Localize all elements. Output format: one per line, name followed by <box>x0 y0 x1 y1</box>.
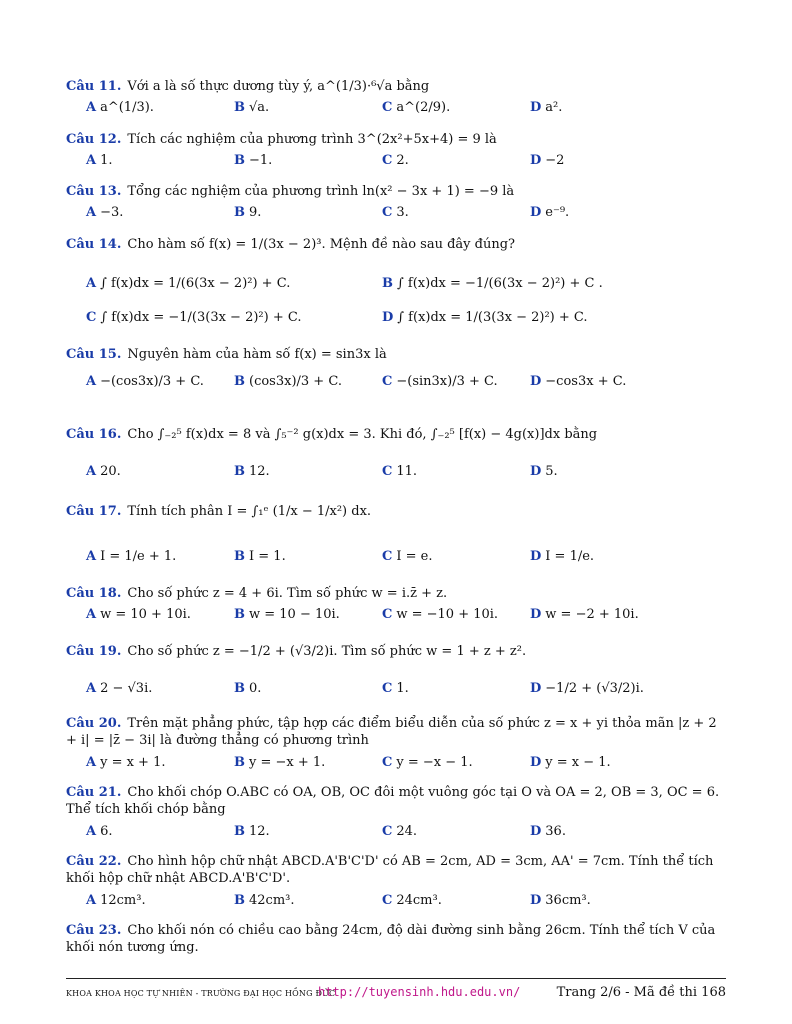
option-text: a^(1/3). <box>100 100 154 115</box>
option-a[interactable] <box>86 153 113 168</box>
option-text: 9. <box>249 205 262 220</box>
option-text: −2 <box>545 153 565 168</box>
option-letter: C <box>382 893 393 908</box>
question-text: Cho hàm số f(x) = 1/(3x − 2)³. Mệnh đề nào sau đây đúng? <box>127 237 515 252</box>
option-c[interactable] <box>382 893 442 908</box>
option-letter: A <box>86 824 97 839</box>
option-c[interactable] <box>86 310 301 325</box>
option-letter: A <box>86 100 97 115</box>
question-number: Câu 11. <box>66 79 122 94</box>
option-letter: D <box>530 824 542 839</box>
option-c[interactable] <box>382 100 450 115</box>
option-d[interactable] <box>530 607 639 622</box>
option-a[interactable] <box>86 100 154 115</box>
option-c[interactable] <box>382 607 498 622</box>
option-a[interactable] <box>86 464 121 479</box>
option-text: −(cos3x)/3 + C. <box>100 374 204 389</box>
question-q14 <box>66 236 726 253</box>
option-text: 1. <box>396 681 409 696</box>
option-text: −3. <box>100 205 124 220</box>
option-letter: D <box>530 464 542 479</box>
option-text: ∫ f(x)dx = −1/(3(3x − 2)²) + C. <box>100 310 302 325</box>
option-letter: C <box>382 681 393 696</box>
option-letter: D <box>382 310 394 325</box>
option-letter: D <box>530 549 542 564</box>
option-d[interactable] <box>530 549 594 564</box>
option-text: ∫ f(x)dx = 1/(3(3x − 2)²) + C. <box>397 310 588 325</box>
option-c[interactable] <box>382 549 432 564</box>
question-text: Tích các nghiệm của phương trình 3^(2x²+5x+4) = 9 là <box>127 132 497 147</box>
option-d[interactable] <box>530 464 558 479</box>
option-letter: D <box>530 893 542 908</box>
option-text: −cos3x + C. <box>545 374 627 389</box>
option-b[interactable] <box>234 100 269 115</box>
question-q22 <box>66 853 726 887</box>
options-row <box>86 153 726 173</box>
option-letter: D <box>530 607 542 622</box>
option-b[interactable] <box>234 755 325 770</box>
question-text: Cho khối chóp O.ABC có OA, OB, OC đôi một vuông góc tại O và OA = 2, OB = 3, OC = 6. Thể tích khối chóp bằng <box>66 785 720 817</box>
option-letter: A <box>86 276 97 291</box>
option-letter: B <box>234 100 245 115</box>
option-letter: C <box>382 205 393 220</box>
option-text: I = 1/e + 1. <box>100 549 177 564</box>
option-text: a^(2/9). <box>396 100 451 115</box>
question-q17 <box>66 503 726 520</box>
question-q16 <box>66 426 726 443</box>
option-text: 42cm³. <box>249 893 295 908</box>
option-text: −(sin3x)/3 + C. <box>396 374 498 389</box>
option-text: −1. <box>249 153 273 168</box>
option-text: w = −10 + 10i. <box>396 607 499 622</box>
option-text: I = 1. <box>249 549 286 564</box>
option-b[interactable] <box>234 205 261 220</box>
option-text: I = 1/e. <box>545 549 595 564</box>
question-number: Câu 17. <box>66 504 122 519</box>
option-letter: A <box>86 755 97 770</box>
option-b[interactable] <box>234 464 270 479</box>
question-text: Tổng các nghiệm của phương trình ln(x² − 3x + 1) = −9 là <box>127 184 515 199</box>
option-c[interactable] <box>382 755 473 770</box>
option-text: w = 10 + 10i. <box>100 607 191 622</box>
option-text: a². <box>545 100 563 115</box>
option-a[interactable] <box>86 374 204 389</box>
question-text: Tính tích phân I = ∫₁ᵉ (1/x − 1/x²) dx. <box>127 504 372 519</box>
question-q23 <box>66 922 726 956</box>
option-letter: D <box>530 100 542 115</box>
footer-url-link[interactable]: http://tuyensinh.hdu.edu.vn/ <box>318 985 521 999</box>
option-d[interactable] <box>530 205 569 220</box>
option-text: y = x − 1. <box>545 755 611 770</box>
option-letter: C <box>382 549 393 564</box>
option-letter: D <box>530 681 542 696</box>
option-text: I = e. <box>396 549 433 564</box>
option-text: 1. <box>100 153 113 168</box>
option-text: y = −x + 1. <box>249 755 326 770</box>
options-row <box>86 374 726 394</box>
question-number: Câu 23. <box>66 923 122 938</box>
option-text: ∫ f(x)dx = 1/(6(3x − 2)²) + C. <box>100 276 291 291</box>
question-q20 <box>66 715 726 749</box>
option-a[interactable] <box>86 824 113 839</box>
option-letter: B <box>234 755 245 770</box>
option-text: √a. <box>249 100 270 115</box>
option-letter: A <box>86 607 97 622</box>
option-c[interactable] <box>382 205 409 220</box>
option-a[interactable] <box>86 607 191 622</box>
option-letter: C <box>382 153 393 168</box>
question-text: Trên mặt phẳng phức, tập hợp các điểm biểu diễn của số phức z = x + yi thỏa mãn |z + 2 + i| = |z̄ − 3i| là đường thẳng có phương trình <box>66 716 717 748</box>
option-d[interactable] <box>530 681 644 696</box>
options-row <box>86 824 726 844</box>
option-d[interactable] <box>530 824 566 839</box>
question-text: Cho hình hộp chữ nhật ABCD.A'B'C'D' có AB = 2cm, AD = 3cm, AA' = 7cm. Tính thể tích khối hộp chữ nhật ABCD.A'B'C'D'. <box>66 854 714 886</box>
option-c[interactable] <box>382 824 417 839</box>
question-text: Cho ∫₋₂⁵ f(x)dx = 8 và ∫₅⁻² g(x)dx = 3. Khi đó, ∫₋₂⁵ [f(x) − 4g(x)]dx bằng <box>127 427 598 442</box>
option-text: 2 − √3i. <box>100 681 153 696</box>
options-row <box>86 205 726 225</box>
question-q19 <box>66 643 726 660</box>
option-text: e⁻⁹. <box>545 205 570 220</box>
question-text: Với a là số thực dương tùy ý, a^(1/3)·⁶√a bằng <box>127 79 430 94</box>
question-number: Câu 18. <box>66 586 122 601</box>
option-text: 2. <box>396 153 409 168</box>
option-text: w = 10 − 10i. <box>249 607 340 622</box>
option-text: y = −x − 1. <box>396 755 473 770</box>
option-text: 36. <box>545 824 566 839</box>
option-d[interactable] <box>530 100 562 115</box>
option-letter: D <box>530 153 542 168</box>
options-row <box>86 893 726 913</box>
option-letter: A <box>86 153 97 168</box>
question-number: Câu 21. <box>66 785 122 800</box>
option-text: 12. <box>249 464 270 479</box>
options-row <box>86 464 726 484</box>
option-letter: B <box>234 153 245 168</box>
option-letter: C <box>382 100 393 115</box>
option-text: 24. <box>396 824 418 839</box>
footer-faculty: KHOA KHOA HỌC TỰ NHIÊN - TRƯỜNG ĐẠI HỌC HỒNG ĐỨC <box>66 989 336 998</box>
question-number: Câu 20. <box>66 716 122 731</box>
option-letter: B <box>234 681 245 696</box>
option-text: 3. <box>396 205 409 220</box>
question-number: Câu 15. <box>66 347 122 362</box>
option-d[interactable] <box>530 153 564 168</box>
option-a[interactable] <box>86 755 166 770</box>
option-letter: C <box>382 755 393 770</box>
option-a[interactable] <box>86 681 152 696</box>
option-letter: C <box>382 464 393 479</box>
question-q21 <box>66 784 726 818</box>
option-d[interactable] <box>530 755 611 770</box>
option-c[interactable] <box>382 464 417 479</box>
question-q12 <box>66 131 726 148</box>
option-text: 36cm³. <box>545 893 591 908</box>
option-letter: B <box>234 549 245 564</box>
option-letter: A <box>86 464 97 479</box>
footer-page-info: Trang 2/6 - Mã đề thi 168 <box>556 985 726 1000</box>
option-text: 20. <box>100 464 121 479</box>
option-text: 12. <box>249 824 270 839</box>
option-text: y = x + 1. <box>100 755 166 770</box>
option-letter: D <box>530 205 542 220</box>
option-letter: B <box>234 464 245 479</box>
question-text: Nguyên hàm của hàm số f(x) = sin3x là <box>127 347 387 362</box>
question-number: Câu 14. <box>66 237 122 252</box>
question-number: Câu 19. <box>66 644 122 659</box>
option-letter: A <box>86 205 97 220</box>
question-number: Câu 22. <box>66 854 122 869</box>
question-number: Câu 16. <box>66 427 122 442</box>
option-letter: A <box>86 893 97 908</box>
option-letter: C <box>86 310 97 325</box>
option-text: 24cm³. <box>396 893 442 908</box>
option-d[interactable] <box>530 893 591 908</box>
options-row <box>86 310 726 330</box>
option-b[interactable] <box>382 276 603 291</box>
question-number: Câu 13. <box>66 184 122 199</box>
option-letter: B <box>234 374 245 389</box>
option-a[interactable] <box>86 276 290 291</box>
option-letter: D <box>530 755 542 770</box>
option-text: w = −2 + 10i. <box>545 607 639 622</box>
option-letter: B <box>234 824 245 839</box>
option-text: 11. <box>396 464 418 479</box>
options-row <box>86 681 726 701</box>
option-a[interactable] <box>86 893 146 908</box>
option-text: (cos3x)/3 + C. <box>249 374 342 389</box>
question-q18 <box>66 585 726 602</box>
options-row <box>86 549 726 569</box>
question-q11 <box>66 78 726 95</box>
question-text: Cho số phức z = 4 + 6i. Tìm số phức w = i.z̄ + z. <box>127 586 448 601</box>
option-b[interactable] <box>234 153 272 168</box>
question-number: Câu 12. <box>66 132 122 147</box>
options-row <box>86 607 726 627</box>
option-b[interactable] <box>234 893 295 908</box>
option-letter: B <box>234 205 245 220</box>
option-b[interactable] <box>234 681 261 696</box>
option-b[interactable] <box>234 824 270 839</box>
option-letter: C <box>382 374 393 389</box>
option-c[interactable] <box>382 374 498 389</box>
options-row <box>86 276 726 296</box>
option-letter: B <box>234 893 245 908</box>
option-text: 6. <box>100 824 113 839</box>
option-text: 12cm³. <box>100 893 146 908</box>
question-text: Cho số phức z = −1/2 + (√3/2)i. Tìm số phức w = 1 + z + z². <box>127 644 527 659</box>
page-footer <box>66 978 726 1009</box>
option-b[interactable] <box>234 549 286 564</box>
option-a[interactable] <box>86 205 123 220</box>
option-c[interactable] <box>382 681 409 696</box>
option-d[interactable] <box>382 310 588 325</box>
options-row <box>86 100 726 120</box>
option-text: 5. <box>545 464 558 479</box>
question-q15 <box>66 346 726 363</box>
option-letter: A <box>86 681 97 696</box>
options-row <box>86 755 726 775</box>
option-b[interactable] <box>234 374 342 389</box>
option-text: ∫ f(x)dx = −1/(6(3x − 2)²) + C . <box>397 276 603 291</box>
option-letter: C <box>382 607 393 622</box>
question-text: Cho khối nón có chiều cao bằng 24cm, độ dài đường sinh bằng 26cm. Tính thể tích V của khối nón tương ứng. <box>66 923 716 955</box>
option-letter: D <box>530 374 542 389</box>
option-text: 0. <box>249 681 262 696</box>
option-d[interactable] <box>530 374 626 389</box>
option-letter: B <box>382 276 393 291</box>
option-letter: A <box>86 549 97 564</box>
option-letter: A <box>86 374 97 389</box>
option-letter: C <box>382 824 393 839</box>
option-text: −1/2 + (√3/2)i. <box>545 681 644 696</box>
option-a[interactable] <box>86 549 176 564</box>
question-q13 <box>66 183 726 200</box>
option-b[interactable] <box>234 607 340 622</box>
option-c[interactable] <box>382 153 409 168</box>
option-letter: B <box>234 607 245 622</box>
